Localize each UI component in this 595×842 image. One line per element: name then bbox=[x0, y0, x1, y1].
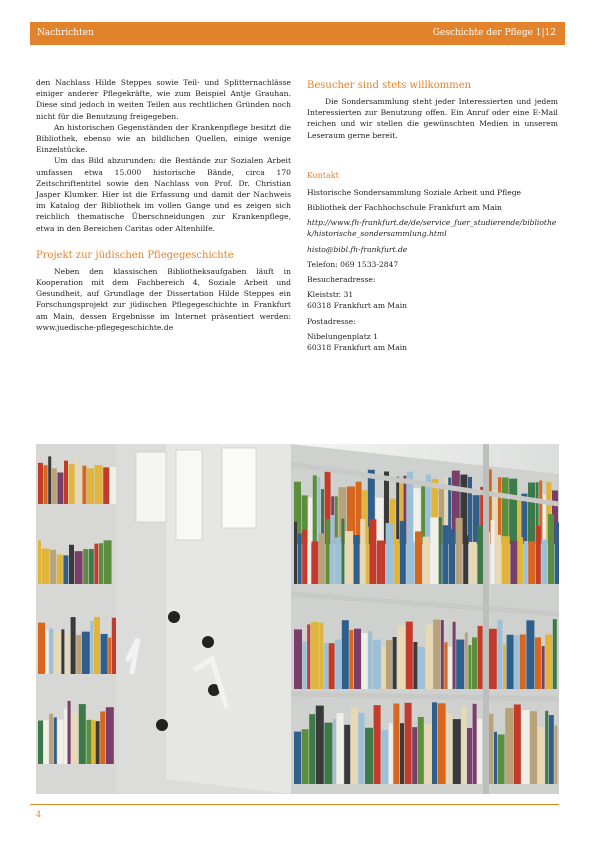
book-spine bbox=[94, 544, 98, 584]
book-spine bbox=[54, 632, 61, 674]
book-spine bbox=[71, 713, 78, 764]
book-spine bbox=[448, 647, 452, 689]
book-spine bbox=[307, 624, 310, 689]
book-spine bbox=[503, 644, 506, 689]
book-spine bbox=[64, 709, 67, 764]
book-spine bbox=[413, 642, 417, 689]
page-number: 4 bbox=[36, 810, 42, 819]
book-spine bbox=[520, 634, 526, 689]
book-spine bbox=[498, 734, 505, 784]
book-spine bbox=[48, 456, 51, 504]
book-spine bbox=[430, 517, 438, 584]
book-spine bbox=[38, 623, 45, 674]
book-spine bbox=[294, 732, 301, 784]
book-spine bbox=[468, 477, 472, 544]
book-spine bbox=[82, 466, 86, 504]
book-spine bbox=[49, 629, 53, 674]
book-spine bbox=[381, 646, 385, 689]
book-spine bbox=[358, 713, 364, 784]
book-spine bbox=[418, 647, 425, 689]
book-spine bbox=[324, 723, 332, 784]
book-spine bbox=[538, 727, 545, 784]
visitor-street: Kleiststr. 31 bbox=[307, 290, 354, 300]
book-spine bbox=[426, 625, 433, 689]
book-spine bbox=[468, 645, 471, 689]
book-spine bbox=[38, 540, 41, 584]
book-spine bbox=[521, 710, 529, 784]
book-spine bbox=[461, 707, 466, 784]
book-spine bbox=[507, 635, 514, 689]
book-spine bbox=[103, 467, 109, 504]
book-spine bbox=[373, 640, 381, 689]
contact-library: Bibliothek der Fachhochschule Frankfurt am Main bbox=[307, 203, 502, 213]
book-spine bbox=[535, 637, 541, 689]
book-spine bbox=[61, 629, 64, 674]
book-spine bbox=[54, 717, 57, 764]
book-spine bbox=[439, 517, 442, 584]
book-spine bbox=[83, 549, 88, 584]
postal-street: Nibelungenplatz 1 bbox=[307, 331, 378, 341]
book-spine bbox=[100, 711, 105, 764]
book-spine bbox=[302, 530, 307, 584]
book-spine bbox=[424, 724, 431, 784]
book-spine bbox=[69, 545, 74, 584]
header-title: Geschichte der Pflege 1|12 bbox=[432, 28, 556, 38]
book-spine bbox=[545, 711, 548, 784]
book-spine bbox=[366, 527, 369, 584]
book-spine bbox=[494, 732, 497, 784]
book-spine bbox=[405, 703, 412, 784]
book-spine bbox=[394, 539, 399, 584]
book-spine bbox=[344, 725, 350, 784]
book-spine bbox=[38, 721, 43, 764]
book-spine bbox=[44, 465, 48, 504]
paragraph: den Nachlass Hilde Steppes sowie Teil- und Splitternachlässe einiger anderer Pflegekräfte, wie zum Beispiel Antje Grauhan. Diese sind jedoch in weiten Teilen aus rechtlichen Gründen noch nicht für die Benutzung freigegeben. bbox=[36, 78, 291, 121]
book-spine bbox=[536, 526, 541, 584]
header-section: Nachrichten bbox=[37, 28, 94, 38]
book-spine bbox=[309, 714, 315, 784]
book-spine bbox=[302, 729, 309, 784]
book-spine bbox=[467, 728, 472, 784]
book-spine bbox=[354, 535, 360, 584]
book-spine bbox=[397, 625, 405, 689]
paragraph: Neben den klassischen Bibliotheksaufgaben läuft in Kooperation mit dem Fachbereich 4, Soziale Arbeit und Gesundheit, auf Grundlage der Dissertation Hilde Steppes ein Forschungsprojekt zur jüdischen Pflegegeschichte in Frankfurt am Main, dessen Ergebnisse im Internet präsentiert werden: www.juedische-pflegegeschichte.de bbox=[36, 266, 291, 332]
book-spine bbox=[514, 704, 521, 784]
book-spine bbox=[365, 728, 373, 784]
left-column bbox=[36, 77, 291, 333]
book-spine bbox=[456, 640, 464, 689]
book-spine bbox=[313, 475, 317, 544]
book-spine bbox=[498, 477, 501, 544]
book-spine bbox=[518, 537, 523, 584]
book-spine bbox=[453, 719, 461, 784]
book-spine bbox=[502, 477, 509, 544]
book-spine bbox=[341, 519, 344, 584]
book-spine bbox=[65, 636, 70, 674]
book-spine bbox=[68, 701, 71, 764]
book-spine bbox=[337, 713, 344, 784]
book-spine bbox=[406, 541, 414, 584]
book-spine bbox=[530, 711, 537, 784]
book-spine bbox=[324, 643, 328, 689]
visitor-city: 60318 Frankfurt am Main bbox=[307, 301, 408, 311]
book-spine bbox=[389, 723, 393, 784]
book-spine bbox=[89, 549, 94, 584]
book-spine bbox=[524, 541, 528, 584]
contact-email-link[interactable]: histo@bibl.fh-frankfurt.de bbox=[307, 244, 408, 254]
book-spine bbox=[330, 515, 334, 584]
book-spine bbox=[354, 629, 361, 689]
book-spine bbox=[38, 463, 43, 504]
book-spine bbox=[360, 519, 365, 584]
book-spine bbox=[502, 536, 510, 584]
book-spine bbox=[108, 637, 111, 674]
book-spine bbox=[71, 617, 76, 674]
book-spine bbox=[335, 537, 341, 584]
book-spine bbox=[463, 535, 468, 584]
book-spine bbox=[63, 555, 68, 584]
book-spine bbox=[554, 726, 557, 784]
book-spine bbox=[75, 551, 83, 584]
book-spine bbox=[294, 629, 302, 689]
book-spine bbox=[104, 540, 112, 584]
book-spine bbox=[79, 465, 82, 504]
book-spine bbox=[441, 620, 444, 689]
book-spine bbox=[505, 708, 513, 784]
book-spine bbox=[442, 525, 448, 584]
book-spine bbox=[488, 714, 493, 784]
book-spine bbox=[303, 642, 307, 689]
book-spine bbox=[342, 620, 349, 689]
postal-city: 60318 Frankfurt am Main bbox=[307, 343, 408, 353]
contact-url-link[interactable]: http://www.fh-frankfurt.de/de/service_fuer_studierende/bibliothek/historische_sondersammlung.html bbox=[307, 218, 557, 239]
book-spine bbox=[548, 514, 554, 584]
book-spine bbox=[82, 632, 90, 674]
book-spine bbox=[46, 630, 49, 674]
book-spine bbox=[319, 533, 325, 584]
book-spine bbox=[335, 639, 341, 689]
book-spine bbox=[326, 519, 330, 584]
book-spine bbox=[57, 555, 63, 584]
paragraph: Um das Bild abzurunden: die Bestände zur Sozialen Arbeit umfassen etwa 15.000 historische Bände, circa 170 Zeitschriftentitel sowie den Nachlass von Prof. Dr. Christian Jasper Klumker. Hier ist die Erfassung und damit der Nachweis im Katalog der Bibliothek im vollen Gange und es zeigen sich reichlich thematische Überschneidungen zur Krankenpflege, etwa in den Bereichen Caritas oder Altenhilfe. bbox=[36, 156, 291, 233]
book-spine bbox=[52, 468, 57, 504]
book-spine bbox=[92, 720, 95, 764]
book-spine bbox=[44, 720, 49, 764]
book-spine bbox=[99, 543, 103, 584]
book-spine bbox=[528, 483, 535, 544]
book-spine bbox=[432, 702, 437, 784]
book-spine bbox=[469, 542, 477, 584]
book-spine bbox=[349, 630, 353, 689]
book-spine bbox=[446, 713, 452, 784]
book-spine bbox=[528, 541, 535, 584]
postal-address-label: Postadresse: bbox=[307, 316, 356, 326]
book-spine bbox=[86, 720, 91, 764]
book-spine bbox=[514, 635, 519, 689]
book-spine bbox=[311, 622, 319, 689]
book-spine bbox=[94, 617, 100, 674]
book-spine bbox=[106, 707, 114, 764]
header-bar bbox=[30, 22, 565, 45]
paragraph: An historischen Gegenständen der Krankenpflege besitzt die Bibliothek, ebenso wie an bildlichen Quellen, einige wenige Einzelstücke. bbox=[36, 122, 291, 155]
book-spine bbox=[412, 727, 417, 784]
book-spine bbox=[345, 531, 353, 584]
book-spine bbox=[319, 623, 323, 689]
book-spine bbox=[526, 620, 534, 689]
book-spine bbox=[95, 465, 103, 504]
paragraph: Die Sondersammlung steht jeder Interessierten und jedem Interessierten zur Benutzung offen. Ein Anruf oder eine E-Mail reichen und wir stellen die gewünschten Medien in unserem Leseraum gerne bereit. bbox=[307, 97, 558, 140]
book-spine bbox=[495, 535, 501, 584]
book-spine bbox=[545, 635, 552, 689]
book-spine bbox=[333, 719, 336, 784]
book-spine bbox=[509, 479, 517, 544]
book-spine bbox=[79, 704, 86, 764]
book-spine bbox=[386, 523, 394, 584]
right-column bbox=[307, 77, 558, 357]
book-spine bbox=[308, 527, 311, 584]
book-spine bbox=[433, 620, 440, 689]
book-spine bbox=[396, 477, 399, 544]
book-spine bbox=[294, 522, 297, 584]
book-spine bbox=[449, 529, 455, 584]
book-spine bbox=[497, 620, 502, 689]
book-spine bbox=[316, 706, 324, 784]
book-spine bbox=[465, 633, 468, 689]
library-shelves-illustration bbox=[36, 444, 559, 794]
book-spine bbox=[453, 622, 456, 689]
book-spine bbox=[473, 704, 477, 784]
book-spine bbox=[90, 621, 93, 674]
book-spine bbox=[75, 455, 78, 504]
book-spine bbox=[393, 637, 397, 689]
book-spine bbox=[510, 541, 517, 584]
section-heading: Besucher sind stets willkommen bbox=[307, 80, 472, 91]
book-spine bbox=[541, 539, 547, 584]
book-spine bbox=[423, 537, 430, 584]
book-spine bbox=[477, 719, 482, 784]
book-spine bbox=[311, 541, 318, 584]
contact-heading: Kontakt bbox=[307, 170, 339, 180]
book-spine bbox=[64, 461, 68, 504]
book-spine bbox=[386, 640, 392, 689]
book-spine bbox=[555, 522, 559, 584]
book-spine bbox=[374, 705, 381, 784]
section-heading: Projekt zur jüdischen Pflegegeschichte bbox=[36, 249, 234, 261]
book-spine bbox=[362, 633, 368, 689]
book-spine bbox=[375, 498, 383, 544]
book-spine bbox=[50, 550, 56, 584]
book-spine bbox=[444, 642, 447, 689]
book-spine bbox=[101, 634, 108, 674]
book-spine bbox=[351, 707, 358, 784]
book-spine bbox=[478, 626, 483, 689]
book-spine bbox=[369, 519, 376, 584]
book-spine bbox=[542, 646, 545, 689]
book-spine bbox=[57, 472, 63, 504]
book-spine bbox=[42, 549, 50, 584]
book-spine bbox=[87, 468, 94, 504]
book-spine bbox=[393, 704, 399, 784]
book-spine bbox=[438, 703, 446, 784]
footer-rule bbox=[30, 804, 559, 805]
book-spine bbox=[418, 717, 424, 784]
visitor-address-label: Besucheradresse: bbox=[307, 275, 376, 285]
book-spine bbox=[456, 518, 463, 584]
book-spine bbox=[96, 721, 100, 764]
library-shelves-photo bbox=[36, 444, 559, 794]
book-spine bbox=[69, 464, 75, 504]
book-spine bbox=[406, 622, 413, 689]
book-spine bbox=[298, 534, 302, 584]
book-spine bbox=[415, 531, 422, 584]
contact-phone: Telefon: 069 1533-2847 bbox=[307, 259, 399, 269]
book-spine bbox=[472, 637, 477, 689]
book-spine bbox=[335, 496, 338, 544]
book-spine bbox=[57, 720, 63, 764]
contact-org: Historische Sondersammlung Soziale Arbeit und Pflege bbox=[307, 187, 522, 197]
book-spine bbox=[553, 619, 557, 689]
book-spine bbox=[489, 629, 497, 689]
book-spine bbox=[400, 723, 404, 784]
book-spine bbox=[377, 541, 385, 584]
book-spine bbox=[76, 635, 81, 674]
book-spine bbox=[400, 521, 406, 584]
book-spine bbox=[381, 730, 388, 784]
book-spine bbox=[110, 467, 117, 504]
book-spine bbox=[329, 643, 335, 689]
book-spine bbox=[491, 520, 495, 584]
book-spine bbox=[49, 714, 53, 764]
book-spine bbox=[549, 715, 554, 784]
book-spine bbox=[368, 631, 372, 689]
